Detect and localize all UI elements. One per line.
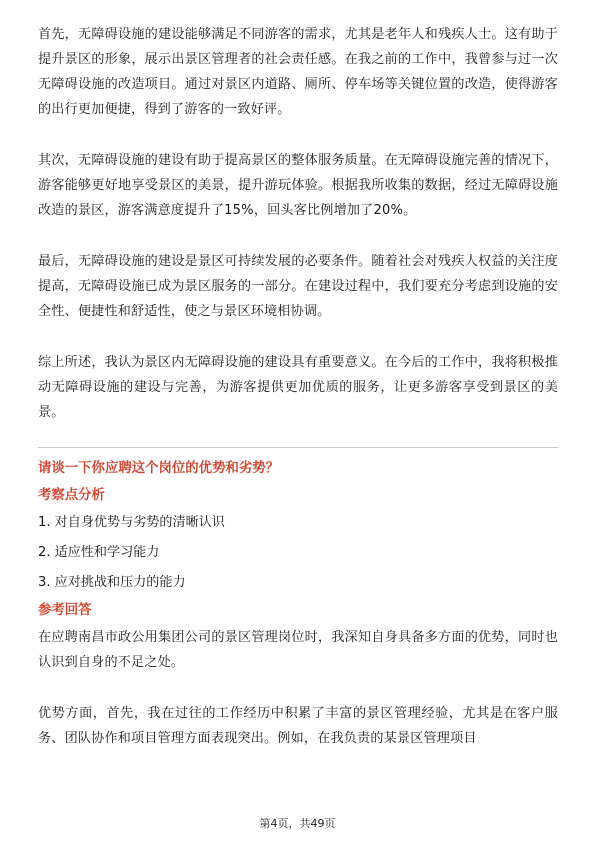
reference-paragraph: 在应聘南昌市政公用集团公司的景区管理岗位时，我深知自身具备多方面的优势，同时也认识到自身的不足之处。 xyxy=(38,630,558,670)
page-number: 第4页，共49页 xyxy=(259,817,336,830)
analysis-item: 1. 对自身优势与劣势的清晰认识 xyxy=(38,515,225,530)
question-heading: 请谈一下你应聘这个岗位的优势和劣势？ xyxy=(38,461,280,476)
reference-heading: 参考回答 xyxy=(38,603,92,618)
paragraph-last: 最后，无障碍设施的建设是景区可持续发展的必要条件。随着社会对残疾人权益的关注度提高，无障碍设施已成为景区服务的一部分。在建设过程中，我们要充分考虑到设施的安全性、便捷性和舒适性，使之与景区环境相协调。 xyxy=(38,254,558,319)
document-page xyxy=(38,22,558,751)
paragraph-summary: 综上所述，我认为景区内无障碍设施的建设具有重要意义。在今后的工作中，我将积极推动无障碍设施的建设与完善，为游客提供更加优质的服务，让更多游客享受到景区的美景。 xyxy=(38,355,558,420)
analysis-item: 3. 应对挑战和压力的能力 xyxy=(38,575,186,590)
analysis-item: 2. 适应性和学习能力 xyxy=(38,545,160,560)
analysis-heading: 考察点分析 xyxy=(38,488,105,503)
section-divider xyxy=(38,447,558,448)
paragraph-first: 首先，无障碍设施的建设能够满足不同游客的需求，尤其是老年人和残疾人士。这有助于提升景区的形象，展示出景区管理者的社会责任感。在我之前的工作中，我曾参与过一次无障碍设施的改造项目。通过对景区内道路、厕所、停车场等关键位置的改造，使得游客的出行更加便捷，得到了游客的一致好评。 xyxy=(38,27,558,117)
paragraph-second: 其次，无障碍设施的建设有助于提高景区的整体服务质量。在无障碍设施完善的情况下，游客能够更好地享受景区的美景，提升游玩体验。根据我所收集的数据，经过无障碍设施改造的景区，游客满意度提升了15%，回头客比例增加了20%。 xyxy=(38,153,558,218)
reference-paragraph: 优势方面，首先，我在过往的工作经历中积累了丰富的景区管理经验，尤其是在客户服务、团队协作和项目管理方面表现突出。例如，在我负责的某景区管理项目 xyxy=(38,706,558,746)
